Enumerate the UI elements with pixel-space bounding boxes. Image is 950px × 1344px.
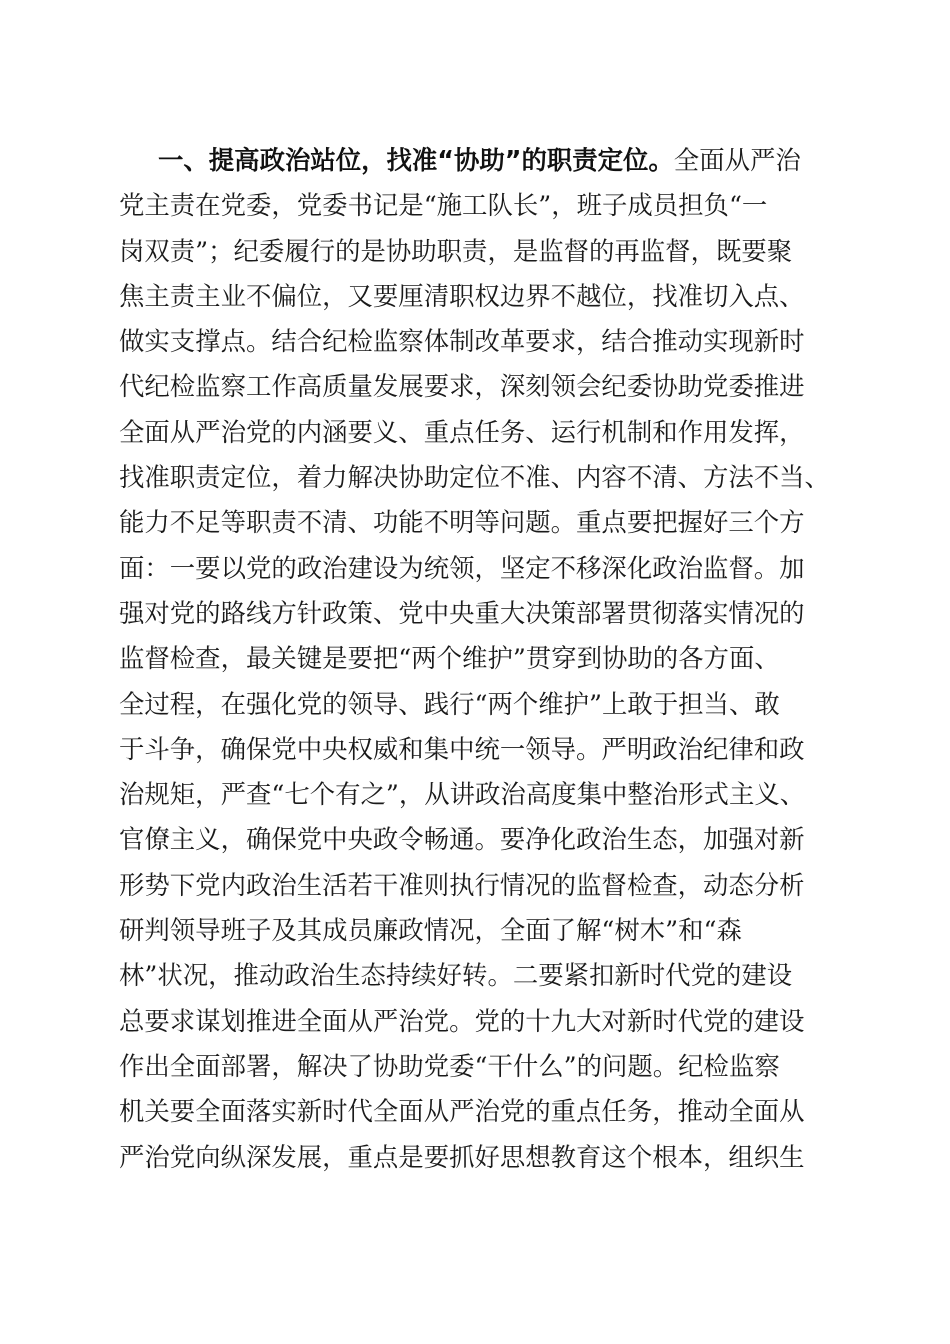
paragraph-line: 岗双责”；纪委履行的是协助职责，是监督的再监督，既要聚 [119,235,793,266]
paragraph-line: 官僚主义，确保党中央政令畅通。要净化政治生态，加强对新 [119,824,805,855]
paragraph-line: 治规矩，严查“七个有之”，从讲政治高度集中整治形式主义、 [119,779,806,810]
paragraph-line: 焦主责主业不偏位，又要厘清职权边界不越位，找准切入点、 [119,280,805,311]
section-heading: 一、提高政治站位，找准“协助”的职责定位。 [158,145,674,175]
paragraph-line: 研判领导班子及其成员廉政情况，全面了解“树木”和“森 [119,915,742,946]
paragraph-line: 能力不足等职责不清、功能不明等问题。重点要把握好三个方 [119,507,805,538]
body-paragraph [119,138,859,1180]
paragraph-line: 总要求谋划推进全面从严治党。党的十九大对新时代党的建设 [119,1005,805,1036]
paragraph-line: 找准职责定位，着力解决协助定位不准、内容不清、方法不当、 [119,462,830,493]
paragraph-line: 党主责在党委，党委书记是“施工队长”，班子成员担负“一 [119,190,768,221]
paragraph-line: 全过程，在强化党的领导、践行“两个维护”上敢于担当、敢 [119,688,780,719]
paragraph-line: 林”状况，推动政治生态持续好转。二要紧扣新时代党的建设 [119,960,793,991]
paragraph-line: 监督检查，最关键是要把“两个维护”贯穿到协助的各方面、 [119,643,780,674]
paragraph-text: 全面从严治 [673,145,801,175]
paragraph-line: 代纪检监察工作高质量发展要求，深刻领会纪委协助党委推进 [119,371,805,402]
paragraph-line-1 [119,138,859,183]
paragraph-line: 面：一要以党的政治建设为统领，坚定不移深化政治监督。加 [119,552,805,583]
paragraph-line: 强对党的路线方针政策、党中央重大决策部署贯彻落实情况的 [119,597,805,628]
paragraph-line: 做实支撑点。结合纪检监察体制改革要求，结合推动实现新时 [119,326,805,357]
paragraph-line: 机关要全面落实新时代全面从严治党的重点任务，推动全面从 [119,1096,805,1127]
paragraph-line: 形势下党内政治生活若干准则执行情况的监督检查，动态分析 [119,869,805,900]
paragraph-line: 作出全面部署，解决了协助党委“干什么”的问题。纪检监察 [119,1050,780,1081]
paragraph-line: 于斗争，确保党中央权威和集中统一领导。严明政治纪律和政 [119,733,805,764]
paragraph-line: 严治党向纵深发展，重点是要抓好思想教育这个根本，组织生 [119,1141,805,1172]
paragraph-line: 全面从严治党的内涵要义、重点任务、运行机制和作用发挥， [119,416,805,447]
